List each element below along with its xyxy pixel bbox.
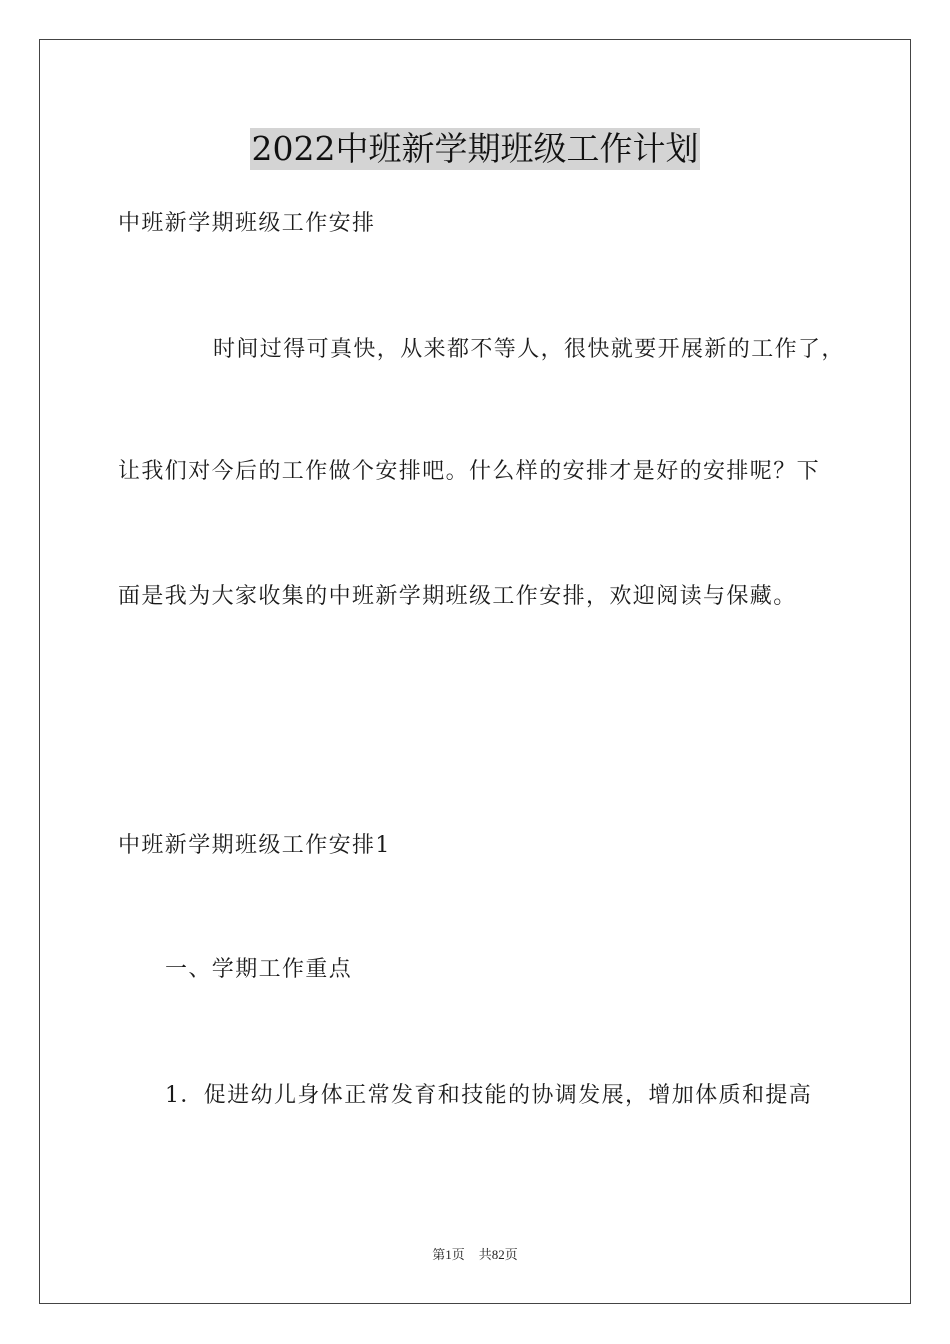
page-total: 共82页 xyxy=(478,1247,518,1262)
page-number: 第1页 xyxy=(432,1247,465,1262)
section-heading: 一、学期工作重点 xyxy=(165,957,353,982)
intro-line-1: 时间过得可真快，从来都不等人，很快就要开展新的工作了， xyxy=(213,337,845,362)
intro-line-2: 让我们对今后的工作做个安排吧。什么样的安排才是好的安排呢？下 xyxy=(118,459,821,484)
document-title: 2022中班新学期班级工作计划 xyxy=(251,129,699,168)
intro-line-3: 面是我为大家收集的中班新学期班级工作安排，欢迎阅读与保藏。 xyxy=(118,584,797,609)
section-title: 中班新学期班级工作安排1 xyxy=(118,833,391,858)
page-footer xyxy=(0,1246,950,1264)
title-container xyxy=(0,128,950,170)
list-item: 1．促进幼儿身体正常发育和技能的协调发展，增加体质和提高 xyxy=(165,1083,813,1108)
document-subtitle: 中班新学期班级工作安排 xyxy=(118,211,376,236)
